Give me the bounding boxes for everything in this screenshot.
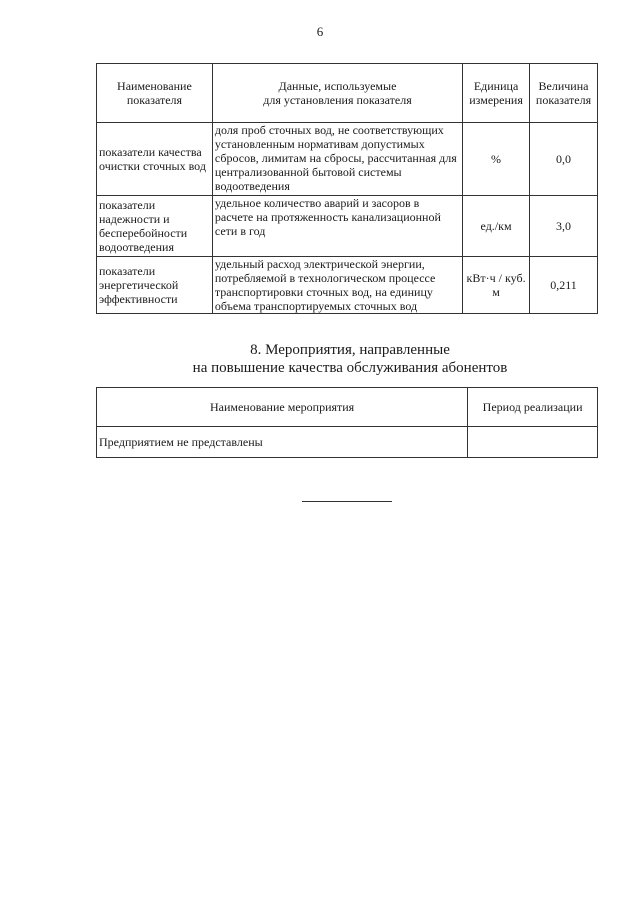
indicator-description: доля проб сточных вод, не соответствующих установленным нормативам допустимых сбросов, лимитам на сбросы, рассчитанная для централизованной бытовой системы водоотведения [212, 123, 462, 196]
closing-divider [302, 501, 392, 502]
section-title-line2: на повышение качества обслуживания абонентов [192, 360, 508, 376]
indicator-value: 3,0 [530, 196, 598, 257]
table-row [97, 123, 598, 196]
indicator-unit: ед./км [463, 196, 530, 257]
header-unit: Единица измерения [463, 64, 530, 123]
indicators-table [96, 63, 598, 314]
indicator-value: 0,0 [530, 123, 598, 196]
indicator-name: показатели надежности и бесперебойности водоотведения [97, 196, 213, 257]
measure-name: Предприятием не представлены [97, 427, 468, 458]
table-row [97, 196, 598, 257]
section-title-line1: 8. Мероприятия, направленные [250, 342, 450, 358]
measures-header-row [97, 388, 598, 427]
header-indicator-name: Наименование показателя [97, 64, 213, 123]
measures-table [96, 387, 598, 458]
header-source-data: Данные, используемые для установления показателя [212, 64, 462, 123]
header-measure-name: Наименование мероприятия [97, 388, 468, 427]
indicator-description: удельное количество аварий и засоров в расчете на протяженность канализационной сети в год [212, 196, 462, 257]
indicator-name: показатели качества очистки сточных вод [97, 123, 213, 196]
measure-period [468, 427, 598, 458]
indicator-unit: кВт·ч / куб. м [463, 257, 530, 314]
indicator-name: показатели энергетической эффективности [97, 257, 213, 314]
section-title [0, 341, 640, 377]
indicator-value: 0,211 [530, 257, 598, 314]
page-number: 6 [316, 24, 324, 39]
indicators-header-row [97, 64, 598, 123]
header-period: Период реализации [468, 388, 598, 427]
table-row [97, 427, 598, 458]
header-value: Величина показателя [530, 64, 598, 123]
table-row [97, 257, 598, 314]
indicator-unit: % [463, 123, 530, 196]
indicator-description: удельный расход электрической энергии, потребляемой в технологическом процессе транспортировки сточных вод, на единицу объема транспортируемых сточных вод [212, 257, 462, 314]
